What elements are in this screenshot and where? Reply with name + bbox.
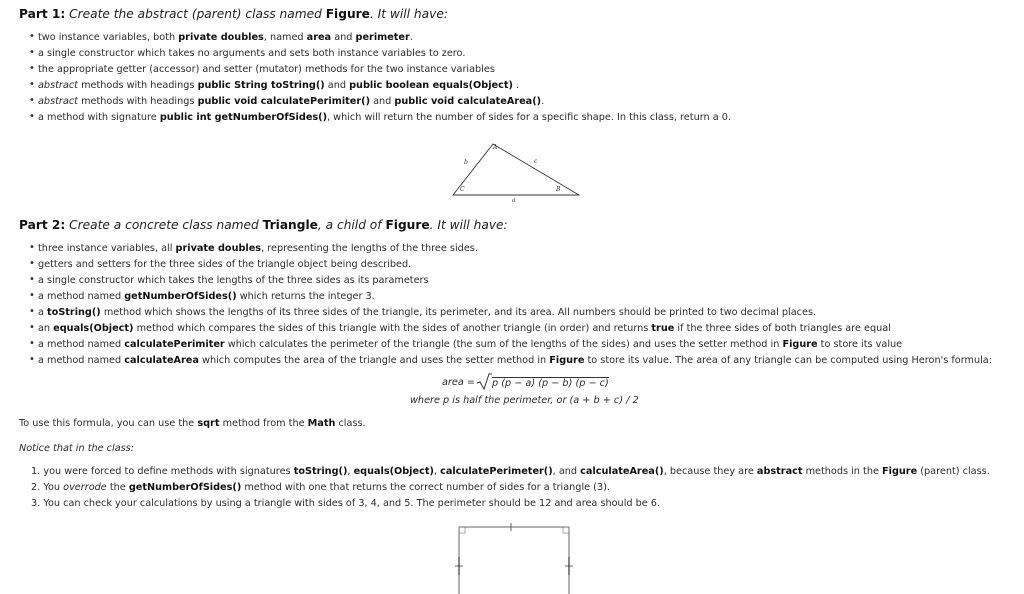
part1-heading: Part 1: Create the abstract (parent) class named Figure. It will have: [19,7,448,21]
triangle-diagram [445,139,585,207]
part2-heading: Part 2: Create a concrete class named Triangle, a child of Figure. It will have: [19,218,508,232]
list-item: • a method named getNumberOfSides() which returns the integer 3. [38,291,375,302]
triangle-side-a: a [512,197,516,204]
triangle-vertex-b: B [556,186,561,193]
notice-heading: Notice that in the class: [19,443,134,454]
sqrt-symbol [476,372,492,390]
sqrt-note: To use this formula, you can use the sqrt method from the Math class. [19,418,366,429]
list-item: • a single constructor which takes no arguments and sets both instance variables to zero. [38,48,465,59]
formula-where: where p is half the perimeter, or (a + b + c) / 2 [410,395,639,406]
triangle-vertex-a: A [493,144,498,151]
list-item: • three instance variables, all private doubles, representing the lengths of the three sides. [38,243,478,254]
triangle-vertex-c: C [460,186,465,193]
triangle-side-c: c [534,158,538,165]
list-item: • a single constructor which takes the lengths of the three sides as its parameters [38,275,429,286]
list-item: • a method named calculatePerimiter which calculates the perimeter of the triangle (the sum of the lengths of the sides) and uses the setter method in Figure to store its value [38,339,902,350]
heron-formula: area = [442,377,476,388]
sqrt-radicand: p (p − a) (p − b) (p − c) [492,378,609,389]
list-item: • the appropriate getter (accessor) and setter (mutator) methods for the two instance variables [38,64,495,75]
partial-figure-frame [453,521,578,594]
list-item: • a method with signature public int getNumberOfSides(), which will return the number of sides for a specific shape. In this class, return a 0. [38,112,731,123]
note-item: 3. You can check your calculations by using a triangle with sides of 3, 4, and 5. The perimeter should be 12 and area should be 6. [31,498,661,509]
list-item: • two instance variables, both private doubles, named area and perimeter. [38,32,413,43]
note-item: 1. you were forced to define methods with signatures toString(), equals(Object), calculatePerimeter(), and calculateArea(), because they are abstract methods in the Figure (parent) class. [31,466,990,477]
list-item: • getters and setters for the three sides of the triangle object being described. [38,259,411,270]
note-item: 2. You overrode the getNumberOfSides() method with one that returns the correct number of sides for a triangle (3). [31,482,610,493]
list-item: • an equals(Object) method which compares the sides of this triangle with the sides of another triangle (in order) and returns true if the three sides of both triangles are equal [38,323,891,334]
list-item: • abstract methods with headings public String toString() and public boolean equals(Object) . [38,80,519,91]
list-item: • a toString() method which shows the lengths of its three sides of the triangle, its perimeter, and its area. All numbers should be printed to two decimal places. [38,307,816,318]
triangle-side-b: b [464,159,468,166]
list-item: • abstract methods with headings public void calculatePerimiter() and public void calculateArea(). [38,96,544,107]
list-item: • a method named calculateArea which computes the area of the triangle and uses the setter method in Figure to store its value. The area of any triangle can be computed using Heron's formula: [38,355,992,366]
